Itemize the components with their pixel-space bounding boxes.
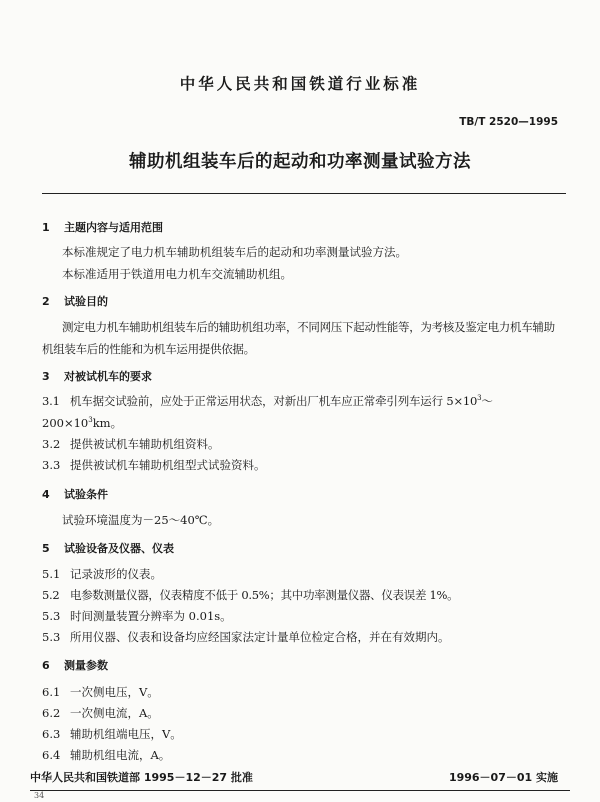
- section-2-heading: [42, 293, 108, 309]
- clause-text: 机车据交试验前，应处于正常运用状态，对新出厂机车应正常牵引列车运行 5×10: [70, 394, 478, 408]
- clause-number: 6.3: [42, 727, 61, 741]
- clause-text: 记录波形的仪表。: [70, 567, 162, 581]
- section-number: 1: [42, 221, 50, 234]
- section-title: 主题内容与适用范围: [64, 221, 163, 234]
- clause-number: 6.2: [42, 706, 61, 720]
- title-divider: [42, 193, 566, 194]
- clause-text: 一次侧电压，V。: [70, 685, 159, 699]
- section-title: 试验条件: [64, 488, 108, 501]
- section-number: 2: [42, 295, 50, 308]
- clause-text: 电参数测量仪器，仪表精度不低于 0.5%；其中功率测量仪器、仪表误差 1%。: [70, 588, 459, 602]
- clause-number: 3.3: [42, 458, 61, 472]
- clause-text: 辅助机组电流，A。: [70, 748, 171, 762]
- clause-6-2: [42, 705, 159, 721]
- standard-code: TB/T 2520—1995: [459, 116, 558, 128]
- clause-text: 辅助机组端电压，V。: [70, 727, 182, 741]
- paragraph: 测定电力机车辅助机组装车后的辅助机组功率，不同网压下起动性能等，为考核及鉴定电力机车辅助机组装车后的性能和为机车运用提供依据。: [42, 320, 555, 356]
- clause-6-4: [42, 747, 170, 763]
- section-number: 6: [42, 659, 50, 672]
- clause-text: 提供被试机车辅助机组资料。: [70, 437, 220, 451]
- clause-number: 5.3: [42, 609, 61, 623]
- clause-5-1: [42, 566, 162, 582]
- page-number: 34: [34, 791, 45, 800]
- superscript: 3: [88, 416, 93, 425]
- section-number: 5: [42, 542, 50, 555]
- clause-5-3: [42, 608, 232, 624]
- clause-text: 一次侧电流，A。: [70, 706, 159, 720]
- clause-5-2: [42, 587, 458, 603]
- clause-text: 200×10: [42, 416, 89, 430]
- standard-category-header: 中华人民共和国铁道行业标准: [179, 75, 421, 93]
- section-number: 3: [42, 370, 50, 383]
- section-title: 对被试机车的要求: [64, 370, 152, 383]
- clause-number: 6.1: [42, 685, 61, 699]
- clause-text: ～: [481, 394, 493, 408]
- paragraph: 本标准适用于铁道用电力机车交流辅助机组。: [62, 267, 292, 281]
- clause-5-3-b: [42, 629, 450, 645]
- clause-6-1: [42, 684, 159, 700]
- section-4-heading: [42, 486, 108, 502]
- clause-3-2: [42, 436, 220, 452]
- clause-number: 5.3: [42, 630, 61, 644]
- clause-number: 3.1: [42, 394, 60, 408]
- section-number: 4: [42, 488, 50, 501]
- clause-number: 6.4: [42, 748, 61, 762]
- section-title: 测量参数: [64, 659, 108, 672]
- clause-number: 3.2: [42, 437, 61, 451]
- section-title: 试验目的: [64, 295, 108, 308]
- clause-text: 所用仪器、仪表和设备均应经国家法定计量单位检定合格，并在有效期内。: [70, 630, 450, 644]
- paragraph: 试验环境温度为－25～40℃。: [62, 513, 220, 527]
- implementation-date: 1996－07－01 实施: [448, 771, 558, 784]
- clause-number: 5.1: [42, 567, 61, 581]
- approval-date: 中华人民共和国铁道部 1995－12－27 批准: [30, 771, 253, 784]
- clause-6-3: [42, 726, 182, 742]
- document-title: 辅助机组装车后的起动和功率测量试验方法: [129, 152, 471, 172]
- clause-text: km。: [92, 416, 123, 430]
- section-5-heading: [42, 540, 174, 556]
- clause-3-1-continued: [42, 415, 122, 431]
- superscript: 3: [477, 394, 482, 403]
- paragraph: 本标准规定了电力机车辅助机组装车后的起动和功率测量试验方法。: [62, 245, 407, 259]
- section-1-heading: [42, 219, 163, 235]
- section-6-heading: [42, 657, 108, 673]
- clause-text: 提供被试机车辅助机组型式试验资料。: [70, 458, 266, 472]
- section-3-heading: [42, 368, 152, 384]
- clause-3-3: [42, 457, 266, 473]
- clause-number: 5.2: [42, 588, 60, 602]
- clause-3-1: [42, 393, 493, 409]
- footer-divider: [30, 790, 570, 791]
- clause-text: 时间测量装置分辨率为 0.01s。: [70, 609, 232, 623]
- section-title: 试验设备及仪器、仪表: [64, 542, 174, 555]
